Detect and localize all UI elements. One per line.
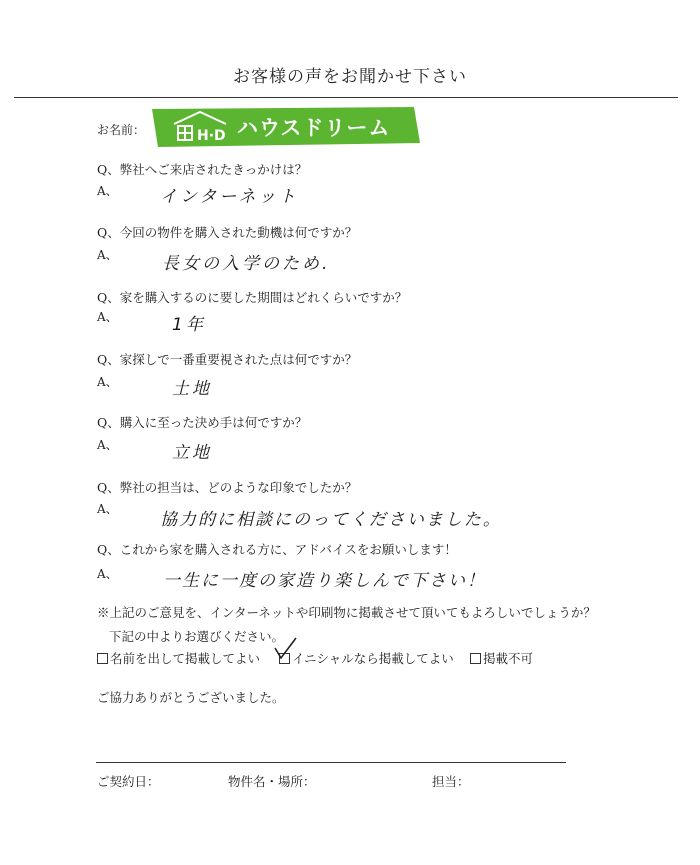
option-decline-label: 掲載不可	[483, 651, 534, 666]
company-banner	[152, 107, 420, 147]
option-initial-label: イニシャルなら掲載してよい	[292, 651, 454, 666]
footer-divider	[96, 762, 566, 763]
answer-label-1: A、	[97, 184, 118, 198]
checkbox-name[interactable]	[97, 653, 108, 664]
answer-label-2: A、	[97, 248, 118, 262]
question-4: Q、家探しで一番重要視された点は何ですか？	[97, 352, 358, 367]
option-initial[interactable]	[279, 649, 454, 667]
option-name[interactable]	[97, 649, 260, 667]
answer-label-7: A、	[97, 567, 118, 581]
answer-label-3: A、	[97, 310, 118, 324]
staff-label: 担当：	[432, 774, 470, 789]
publish-note-2: 下記の中よりお選びください。	[109, 629, 285, 644]
question-1: Q、弊社へご来店されたきっかけは？	[97, 162, 308, 177]
company-name: ハウスドリーム	[237, 116, 391, 140]
answer-7: 一生に一度の家造り楽しんで下さい！	[163, 571, 486, 591]
answer-label-6: A、	[97, 502, 118, 516]
publish-note: ※上記のご意見を、インターネットや印刷物に掲載させて頂いてもよろしいでしょうか？	[97, 605, 596, 620]
property-label: 物件名・場所：	[228, 774, 316, 789]
thanks-message: ご協力ありがとうございました。	[97, 690, 285, 705]
question-7: Q、これから家を購入される方に、アドバイスをお願いします！	[97, 542, 457, 557]
answer-4: 土地	[172, 379, 212, 399]
option-decline[interactable]	[470, 649, 533, 667]
question-5: Q、購入に至った決め手は何ですか？	[97, 415, 308, 430]
option-name-label: 名前を出して掲載してよい	[110, 651, 261, 666]
title-divider	[14, 97, 678, 98]
question-2: Q、今回の物件を購入された動機は何ですか？	[97, 225, 358, 240]
answer-2: 長女の入学のため.	[162, 254, 331, 274]
question-6: Q、弊社の担当は、どのような印象でしたか？	[97, 480, 358, 495]
form-title: お客様の声をお聞かせ下さい	[233, 67, 467, 87]
answer-3: 1年	[172, 315, 206, 335]
answer-5: 立地	[172, 443, 212, 463]
answer-label-5: A、	[97, 438, 118, 452]
checkbox-decline[interactable]	[470, 653, 481, 664]
name-label: お名前：	[97, 123, 146, 137]
contract-date-label: ご契約日：	[97, 774, 160, 789]
answer-label-4: A、	[97, 375, 118, 389]
question-3: Q、家を購入するのに要した期間はどれくらいですか？	[97, 290, 408, 305]
checkmark-icon	[272, 636, 298, 662]
answer-1: インターネット	[160, 187, 299, 207]
answer-6: 協力的に相談にのってくださいました。	[160, 510, 502, 530]
svg-text:H·D: H·D	[197, 128, 226, 144]
